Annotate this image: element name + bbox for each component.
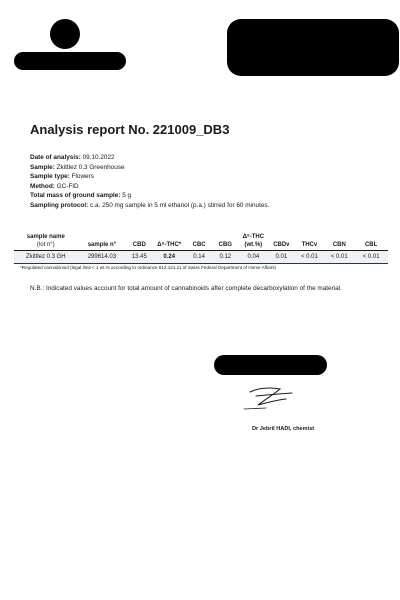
- col-cbdv: CBDv: [273, 242, 290, 248]
- col-sample-no: sample n°: [87, 242, 117, 248]
- method: Method: GC-FID: [30, 182, 79, 190]
- cell-cbdv: 0.01: [275, 254, 288, 260]
- sample-type: Sample type: Flowers: [30, 173, 94, 181]
- report-title: Analysis report No. 221009_DB3: [30, 122, 230, 137]
- cell-cbl: < 0.01: [362, 254, 380, 260]
- cell-cbg: 0.12: [219, 254, 232, 260]
- redacted-header-text: [14, 52, 126, 70]
- cannabinoid-table: [14, 232, 388, 270]
- col-sample-name: sample name (lot n°): [26, 234, 65, 248]
- col-d9thc: Δ⁹-THC*: [157, 242, 182, 248]
- decarboxylation-note: N.B.: Indicated values account for total amount of cannabinoids after complete decarboxylation of the material.: [30, 285, 342, 292]
- redacted-address-block: [227, 19, 399, 76]
- signer-name: Dr Jebril HADI, chemist: [252, 426, 315, 432]
- handwritten-signature: [236, 382, 308, 412]
- cell-cbc: 0.14: [193, 254, 205, 260]
- col-cbl: CBL: [364, 242, 378, 248]
- cell-sample-no: 299614.03: [87, 254, 117, 260]
- col-d8thc: Δ⁸-THC (wt.%): [242, 234, 265, 248]
- redacted-logo: [50, 19, 80, 49]
- cell-cbn: < 0.01: [330, 254, 348, 260]
- sample: Sample: Zkittlez 0.3 Greenhouse: [30, 163, 125, 171]
- redacted-signature-line: [214, 355, 327, 375]
- cell-d9thc: 0.24: [163, 254, 176, 260]
- col-cbd: CBD: [132, 242, 146, 248]
- col-cbn: CBN: [332, 242, 346, 248]
- table-header-row: [14, 232, 388, 251]
- table-row: [14, 251, 388, 264]
- total-mass: Total mass of ground sample: 5 g: [30, 192, 132, 200]
- col-thcv: THCv: [301, 242, 318, 248]
- sampling-protocol: Sampling protocol: c.a. 250 mg sample in 5 ml ethanol (p.a.) stirred for 60 minutes.: [30, 201, 270, 209]
- col-cbc: CBC: [192, 242, 206, 248]
- cell-d8thc: 0.04: [247, 254, 260, 260]
- date-of-analysis: Date of analysis: 09.10.2022: [30, 154, 115, 161]
- cell-sample-name: Zkittlez 0.3 GH: [25, 254, 66, 260]
- cell-thcv: < 0.01: [300, 254, 318, 260]
- analysis-details: [30, 153, 269, 211]
- table-footnote: *Regulated cannabinoid (legal limit < 1 wt.% according to ordinance 812.121.11 of Swiss Federal Department of Home Affairs): [20, 265, 277, 270]
- cell-cbd: 13.45: [131, 254, 147, 260]
- col-cbg: CBG: [218, 242, 232, 248]
